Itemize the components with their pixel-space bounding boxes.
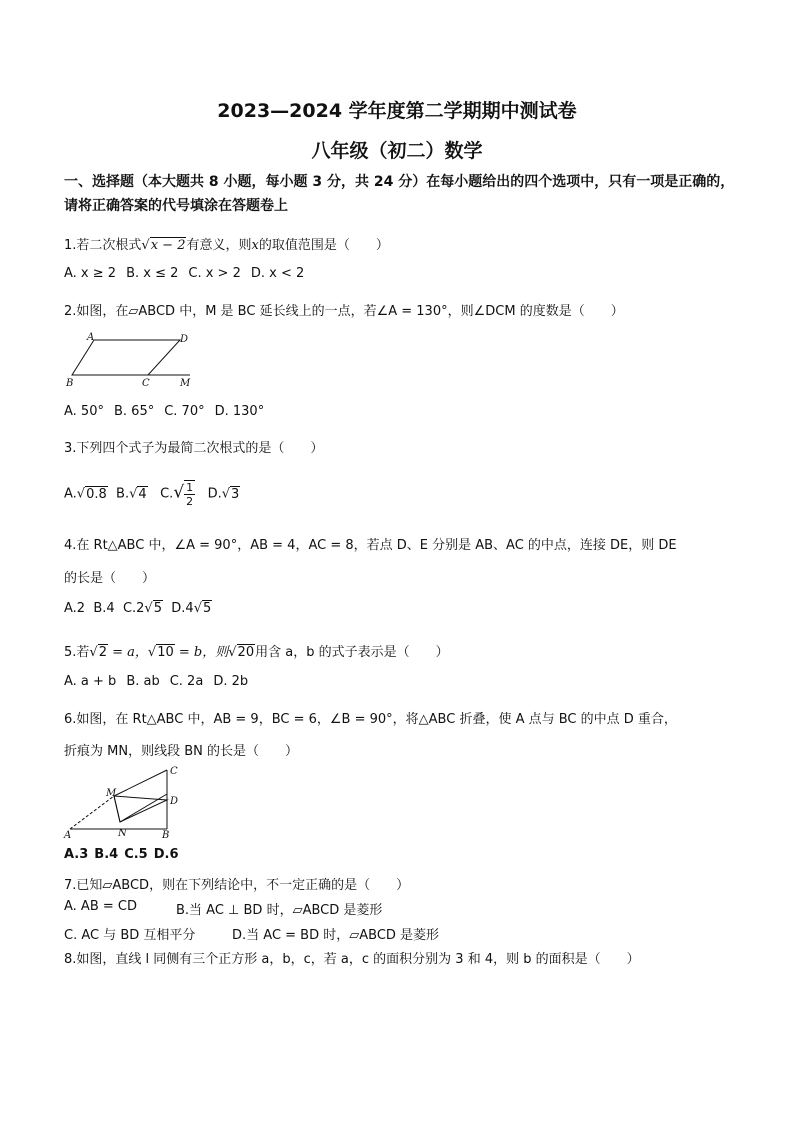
q1-text-b: 有意义，则 — [186, 238, 252, 253]
q1-option-b: B. x ≤ 2 — [126, 266, 179, 281]
question-4-stem-line1: 4.在 Rt△ABC 中，∠A = 90°，AB = 4，AC = 8，若点 D、E 分别是 AB、AC 的中点，连接 DE，则 DE — [64, 538, 677, 553]
q6-option-c: C.5 — [124, 847, 148, 862]
q7-option-c: C. AC 与 BD 互相平分 — [64, 928, 196, 943]
question-2-stem: 2.如图，在▱ABCD 中，M 是 BC 延长线上的一点，若∠A = 130°，则∠DCM 的度数是（ ） — [64, 304, 624, 319]
q3-option-d-rad: 3 — [231, 486, 240, 502]
q7-option-a: A. AB = CD — [64, 899, 137, 914]
q6-side-mc — [114, 770, 167, 796]
q3-option-a-rad: 0.8 — [86, 486, 107, 502]
question-5-options — [64, 674, 258, 689]
q1-radical: √x − 2 — [141, 238, 186, 253]
q2-option-d: D. 130° — [214, 404, 265, 419]
question-3-stem: 3.下列四个式子为最简二次根式的是（ ） — [64, 441, 324, 456]
exam-title: 2023—2024 学年度第二学期期中测试卷 — [217, 100, 577, 122]
q4-option-a: A.2 — [64, 601, 86, 616]
q6-triangle-figure — [62, 764, 192, 842]
q1-text-c: 的取值范围是（ ） — [258, 238, 389, 253]
q5-text-b: 用含 a，b 的式子表示是（ ） — [255, 645, 449, 660]
q3-option-b-label: B. — [116, 486, 130, 502]
q3-option-c-fraction: $\frac{1}{2}$ — [186, 481, 194, 508]
q2-option-c: C. 70° — [164, 404, 205, 419]
q5-eq-1: = a， — [112, 645, 148, 660]
question-5-stem: 5.若√2 = a，√10 = b，则√20用含 a，b 的式子表示是（ ） — [64, 645, 449, 660]
q6-label-m: M — [106, 788, 117, 799]
q5-rad-3: 20 — [237, 645, 255, 660]
question-3-options: A.√0.8 B.√4 C.√ $\frac{1}{2}$ D.√3 — [64, 481, 240, 508]
question-6-stem-line1: 6.如图，在 Rt△ABC 中，AB = 9，BC = 6，∠B = 90°，将△ABC 折叠，使 A 点与 BC 的中点 D 重合， — [64, 712, 677, 727]
q6-label-d: D — [170, 796, 179, 807]
q5-rad-2: 10 — [157, 645, 174, 660]
q6-folded-am — [70, 796, 114, 829]
q3-option-a-label: A. — [64, 486, 77, 502]
q2-parallelogram-figure — [62, 330, 198, 390]
q1-option-a: A. x ≥ 2 — [64, 266, 117, 281]
q6-fold-triangle — [114, 796, 167, 822]
q2-label-c: C — [142, 378, 150, 389]
q2-label-b: B — [66, 378, 74, 389]
q1-option-c: C. x > 2 — [188, 266, 241, 281]
question-4-options: A.2 B.4 C.2√5 D.4√5 — [64, 601, 212, 616]
q5-rad-1: 2 — [98, 645, 107, 660]
section-heading: 一、选择题（本大题共 8 小题，每小题 3 分，共 24 分）在每小题给出的四个选项中，只有一项是正确的，请将正确答案的代号填涂在答题卷上 — [64, 174, 735, 214]
question-6-options — [64, 847, 189, 862]
q2-parallelogram — [72, 340, 180, 375]
question-4-stem-line2: 的长是（ ） — [64, 571, 156, 586]
q4-option-d-label: D.4 — [171, 601, 194, 616]
question-6-stem-line2: 折痕为 MN，则线段 BN 的长是（ ） — [64, 744, 298, 759]
exam-subtitle: 八年级（初二）数学 — [311, 140, 483, 162]
q5-option-d: D. 2b — [213, 674, 249, 689]
question-7-stem: 7.已知▱ABCD，则在下列结论中，不一定正确的是（ ） — [64, 878, 410, 893]
q5-eq-2: = b，则 — [178, 645, 229, 660]
q6-label-a: A — [64, 830, 72, 841]
q5-option-c: C. 2a — [169, 674, 204, 689]
q5-option-a: A. a + b — [64, 674, 117, 689]
question-2-options — [64, 404, 274, 419]
q4-option-c-rad: 5 — [153, 601, 162, 616]
question-1-stem — [64, 234, 389, 253]
q6-option-d: D.6 — [153, 847, 179, 862]
q3-option-c-label: C. — [160, 486, 174, 502]
question-8-stem: 8.如图，直线 l 同侧有三个正方形 a，b，c，若 a，c 的面积分别为 3 和 4，则 b 的面积是（ ） — [64, 952, 640, 967]
q2-label-m: M — [180, 378, 191, 389]
q5-option-b: B. ab — [126, 674, 160, 689]
q6-label-n: N — [118, 828, 127, 839]
q6-label-b: B — [162, 830, 170, 841]
q2-label-d: D — [180, 334, 189, 345]
q6-label-c: C — [170, 766, 178, 777]
question-1-options — [64, 266, 314, 281]
q2-label-a: A — [87, 332, 95, 343]
q6-option-b: B.4 — [94, 847, 119, 862]
q3-option-d-label: D. — [207, 486, 222, 502]
q2-option-b: B. 65° — [113, 404, 155, 419]
q1-option-d: D. x < 2 — [250, 266, 305, 281]
q2-option-a: A. 50° — [64, 404, 104, 419]
q1-text-a: 1.若二次根式 — [64, 238, 142, 253]
q1-var: x — [251, 238, 259, 253]
q6-crease-mn — [114, 796, 120, 822]
q4-option-d-rad: 5 — [202, 601, 212, 616]
q7-option-b: B.当 AC ⊥ BD 时，▱ABCD 是菱形 — [176, 903, 383, 918]
q5-text-a: 5.若 — [64, 645, 90, 660]
q3-option-b-rad: 4 — [138, 486, 147, 502]
q4-option-b: B.4 — [93, 601, 115, 616]
q4-option-c-label: C.2 — [122, 601, 145, 616]
q7-option-d: D.当 AC = BD 时，▱ABCD 是菱形 — [232, 928, 440, 943]
q6-option-a: A.3 — [64, 847, 89, 862]
